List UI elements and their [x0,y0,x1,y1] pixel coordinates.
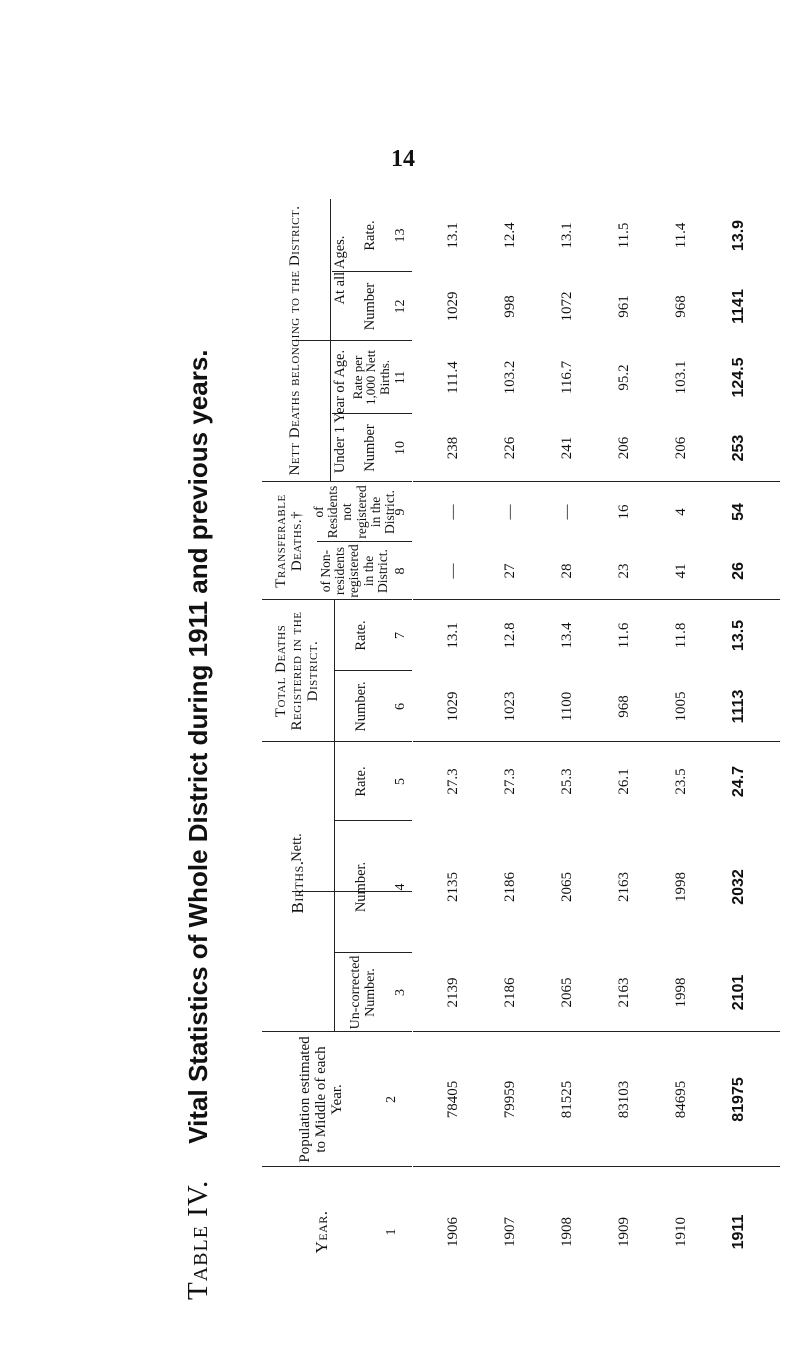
header-nett-deaths: Nett Deaths belonging to the District. [287,205,304,476]
header-infant-number: Number [362,424,379,472]
column-number-9: 9 [392,508,408,516]
cell-non-residents: 28 [559,563,576,579]
column-number-2: 2 [383,1096,399,1103]
header-births-number: Number. [353,861,370,913]
cell-infant-rate: 95.2 [616,364,633,391]
cell-nett-number: 2065 [559,872,576,902]
cell-nett-number: 2186 [502,872,519,902]
cell-year: 1910 [673,1217,690,1247]
cell-nett-rate: 23.5 [673,768,690,795]
header-all-ages: At all Ages. [332,235,349,305]
cell-residents-not: — [502,504,519,520]
cell-year: 1908 [559,1217,576,1247]
cell-infant-rate: 103.2 [502,360,519,395]
cell-non-residents: 26 [729,562,747,580]
header-all-number: Number [362,282,379,331]
table-label: Table IV. [182,1179,214,1300]
cell-total-rate: 13.4 [559,622,576,649]
cell-all-number: 961 [616,295,633,318]
column-number-12: 12 [392,299,408,314]
cell-all-rate: 13.9 [729,219,747,252]
cell-year: 1909 [616,1217,633,1247]
cell-infant-number: 226 [502,436,519,460]
cell-uncorrected: 2101 [729,974,747,1011]
cell-residents-not: — [559,504,576,520]
cell-total-rate: 13.1 [445,622,462,649]
column-number-7: 7 [392,632,408,639]
header-under-1: Under 1 Year of Age. [332,349,349,474]
cell-population: 84695 [673,1080,690,1119]
cell-uncorrected: 1998 [673,977,690,1008]
header-total-number: Number. [353,681,370,732]
cell-total-number: 1100 [559,691,576,722]
cell-year: 1906 [445,1217,462,1247]
cell-all-rate: 11.4 [673,222,690,249]
cell-all-rate: 13.1 [559,222,576,249]
cell-nett-number: 2163 [616,872,633,902]
table-title: Vital Statistics of Whole District during 1911 and previous years. [183,349,213,1144]
header-nett: Nett. [289,833,306,862]
cell-residents-not: — [445,504,462,520]
cell-uncorrected: 2065 [559,977,576,1008]
column-number-4: 4 [392,883,408,891]
cell-non-residents: 23 [616,563,633,579]
header-residents-not: of Residents not registered in the District. [310,485,397,539]
cell-infant-number: 206 [616,436,633,460]
cell-infant-rate: 116.7 [559,360,576,395]
cell-infant-number: 253 [729,434,747,462]
cell-all-rate: 12.4 [502,222,519,249]
header-births: Births. [288,860,308,914]
cell-year: 1907 [502,1217,519,1247]
header-births-rate: Rate. [353,766,370,797]
column-number-13: 13 [392,228,408,243]
cell-infant-number: 238 [445,436,462,460]
column-number-10: 10 [392,441,408,455]
cell-all-number: 1141 [729,289,747,324]
cell-population: 79959 [502,1080,519,1119]
cell-non-residents: 41 [673,563,690,579]
cell-total-rate: 12.8 [502,622,519,649]
cell-all-number: 968 [673,295,690,318]
page-number: 14 [391,146,415,172]
cell-infant-number: 241 [559,436,576,460]
cell-infant-rate: 103.1 [673,360,690,395]
cell-residents-not: 16 [616,504,633,520]
cell-total-rate: 11.8 [673,622,690,649]
cell-population: 81975 [729,1077,747,1122]
cell-nett-rate: 27.3 [502,768,519,795]
header-all-rate: Rate. [362,220,379,251]
header-year: Year. [312,1210,332,1254]
column-number-1: 1 [383,1228,399,1236]
cell-total-rate: 13.5 [729,619,747,652]
cell-population: 78405 [445,1080,462,1119]
cell-uncorrected: 2139 [445,977,462,1008]
cell-nett-rate: 26.1 [616,768,633,795]
cell-nett-number: 1998 [673,872,690,902]
cell-non-residents: — [445,563,462,579]
column-number-8: 8 [392,567,408,575]
cell-non-residents: 27 [502,563,519,579]
cell-year: 1911 [729,1214,747,1250]
header-transferable: Transferable Deaths.† [272,494,305,588]
header-population: Population estimated to Middle of each Year. [297,1036,345,1163]
column-number-3: 3 [392,989,408,996]
column-number-5: 5 [392,778,408,785]
cell-total-number: 1005 [673,691,690,722]
cell-nett-number: 2032 [729,869,747,905]
cell-population: 83103 [616,1080,633,1119]
cell-all-number: 998 [502,295,519,318]
cell-residents-not: 4 [673,508,690,516]
cell-uncorrected: 2163 [616,977,633,1008]
cell-total-number: 1029 [445,691,462,722]
cell-nett-rate: 25.3 [559,768,576,795]
cell-all-rate: 11.5 [616,222,633,249]
cell-residents-not: 54 [729,503,747,521]
column-number-11: 11 [392,370,408,385]
cell-total-number: 1113 [729,689,747,724]
header-total-deaths: Total Deaths Registered in the District. [273,611,321,731]
header-total-rate: Rate. [353,620,370,651]
cell-infant-number: 206 [673,436,690,460]
cell-nett-rate: 24.7 [729,765,747,798]
column-number-6: 6 [392,703,408,710]
cell-all-number: 1029 [445,291,462,322]
cell-all-number: 1072 [559,291,576,322]
header-non-residents: of Non-residents registered in the District. [318,544,390,598]
header-infant-rate: Rate per 1,000 Nett Births. [349,350,392,405]
header-uncorrected: Un-corrected Number. [348,955,378,1030]
cell-uncorrected: 2186 [502,977,519,1008]
cell-infant-rate: 111.4 [445,361,462,394]
cell-all-rate: 13.1 [445,222,462,249]
cell-population: 81525 [559,1080,576,1119]
cell-total-number: 968 [616,695,633,718]
cell-infant-rate: 124.5 [729,357,747,398]
cell-nett-number: 2135 [445,872,462,902]
cell-total-rate: 11.6 [616,622,633,649]
cell-nett-rate: 27.3 [445,768,462,795]
cell-total-number: 1023 [502,691,519,722]
